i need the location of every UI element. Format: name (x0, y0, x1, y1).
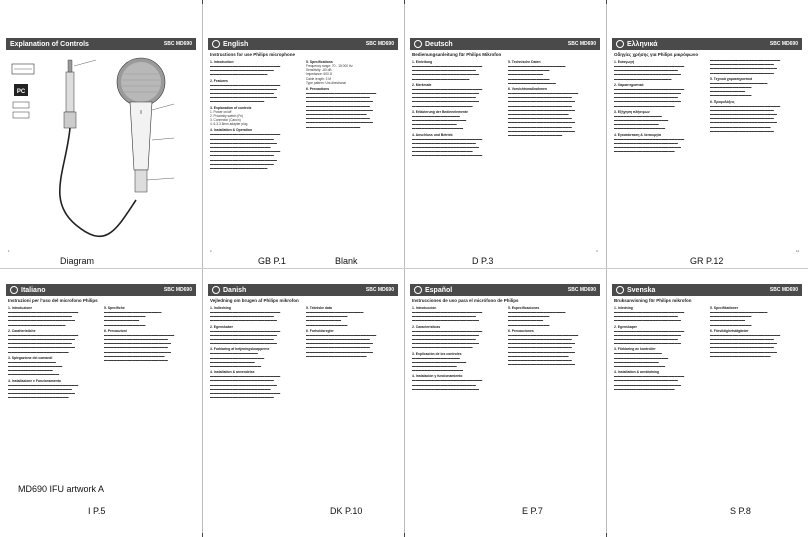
spec-item: Cable length: 3 M (306, 76, 331, 81)
language-badge-icon (616, 40, 624, 48)
body-text: ▬▬▬▬▬▬▬▬▬▬▬▬▬▬▬▬▬▬▬▬▬▬ ▬▬▬▬▬▬▬▬▬▬▬▬▬▬▬▬▬▬▬▬▬ ▬▬▬▬▬▬▬▬▬▬▬▬▬▬▬▬▬▬▬▬ ▬▬▬▬▬▬▬▬▬▬▬▬▬▬▬▬▬▬▬▬▬ (614, 328, 685, 346)
body-text: ▬▬▬▬▬▬▬▬▬▬▬▬▬▬▬▬▬▬▬▬▬▬ ▬▬▬▬▬▬▬▬▬▬▬▬▬▬▬▬▬▬▬▬ ▬▬▬▬▬▬▬▬▬▬▬▬▬▬▬▬▬▬▬▬▬ (412, 378, 483, 391)
spec-item: Frequency range: 70 - 15 000 Hz (306, 64, 353, 68)
microphone-diagram (6, 50, 196, 260)
panel-header (612, 38, 802, 50)
panel-subtitle: Οδηγίες χρήσης για Philips μικρόφωνο (614, 52, 699, 57)
section-heading: 1. Introduzione (8, 306, 33, 310)
section-heading: 4. Installazione e Funzionamento (8, 378, 61, 383)
panel-subtitle: Bedienungsanleitung für Philips Mikrofon (412, 52, 502, 57)
language-badge-icon (10, 286, 18, 294)
language-badge-icon (212, 286, 220, 294)
body-text: ▬▬▬▬▬▬▬▬▬▬▬▬▬▬▬▬▬▬▬▬▬▬ ▬▬▬▬▬▬▬▬▬▬▬▬▬▬▬▬▬▬▬▬ ▬▬▬▬▬▬▬▬▬▬▬▬▬▬▬▬▬▬▬▬▬ ▬▬▬▬▬▬▬▬▬▬▬▬▬▬▬▬▬▬▬▬ (710, 58, 781, 75)
spec-item: Sensitivity: -80 dB (306, 68, 332, 73)
panel-svenska (612, 284, 802, 391)
panel-greek (612, 38, 802, 153)
section-heading: 3. Erläuterung der Bedienelemente (412, 109, 468, 114)
body-text: ▬▬▬▬▬▬▬▬▬▬▬▬▬▬▬▬▬▬▬▬▬▬ ▬▬▬▬▬▬▬▬▬▬▬▬▬▬▬▬▬▬▬▬ ▬▬▬▬▬▬▬▬▬▬▬▬▬▬▬▬▬▬▬▬▬ ▬▬▬▬▬▬▬▬▬▬▬▬▬▬▬▬▬▬▬ (614, 374, 685, 391)
body-text: ▬▬▬▬▬▬▬▬▬▬▬▬▬▬▬▬▬▬ ▬▬▬▬▬▬▬▬▬▬▬▬▬ ▬▬▬▬▬▬▬▬▬▬▬ ▬▬▬▬▬▬▬▬▬▬▬▬▬ ▬▬▬▬▬▬▬▬▬▬▬▬▬▬▬ (508, 64, 566, 85)
crop-mark (202, 0, 203, 4)
section-heading: 4. Installation & Operation (210, 128, 253, 133)
panel-italiano (6, 284, 196, 399)
body-text: ▬▬▬▬▬▬▬▬▬▬▬▬▬▬▬▬▬▬▬▬▬▬ ▬▬▬▬▬▬▬▬▬▬▬▬▬▬▬▬▬▬▬▬ ▬▬▬▬▬▬▬▬▬▬▬▬▬▬▬▬▬▬▬▬▬ ▬▬▬▬▬▬▬▬▬▬▬▬▬▬▬▬▬▬▬▬ ▬▬▬▬▬▬▬▬▬▬▬▬▬▬▬▬▬▬▬▬▬ ▬▬▬▬▬▬▬▬▬▬▬▬▬▬▬▬▬▬▬ (710, 332, 781, 358)
section-heading: 2. Egenskaber (210, 324, 233, 329)
panel-header (208, 284, 398, 296)
body-text: ▬▬▬▬▬▬▬▬▬▬▬▬▬▬▬▬▬▬▬▬▬▬ ▬▬▬▬▬▬▬▬▬▬▬▬▬▬▬▬▬▬▬▬ ▬▬▬▬▬▬▬▬▬▬▬▬▬▬▬▬▬▬▬▬▬ ▬▬▬▬▬▬▬▬▬▬▬▬▬▬▬▬▬▬▬▬ ▬▬▬▬▬▬▬▬▬▬▬▬▬▬▬▬▬▬▬▬▬ ▬▬▬▬▬▬▬▬▬▬▬▬▬▬▬▬▬▬▬ ▬▬▬▬▬▬▬▬▬▬▬▬▬▬▬▬▬▬▬▬ ▬▬▬▬▬▬▬▬▬▬▬▬▬▬▬▬▬▬▬▬▬ (508, 332, 579, 367)
panel-footer-label: I P.5 (88, 506, 106, 516)
panel-header (6, 38, 196, 50)
document-title: MD690 IFU artwork A (18, 484, 105, 494)
model-code: SBC MD690 (365, 287, 394, 293)
model-code: SBC MD690 (365, 41, 394, 47)
panel-danish (208, 284, 398, 399)
body-text: ▬▬▬▬▬▬▬▬▬▬▬▬▬▬▬▬▬▬▬▬▬▬ ▬▬▬▬▬▬▬▬▬▬▬▬▬▬▬▬▬▬▬▬ ▬▬▬▬▬▬▬▬▬▬▬▬▬▬▬▬▬▬▬▬▬ ▬▬▬▬▬▬▬▬▬▬▬▬▬▬▬▬▬▬▬▬ ▬▬▬▬▬▬▬▬▬▬▬▬▬▬▬▬▬▬▬▬▬ ▬▬▬▬▬▬▬▬▬▬▬▬▬▬▬▬▬▬▬ ▬▬▬▬▬▬▬▬▬▬▬▬▬▬▬▬▬▬▬▬ (710, 103, 781, 133)
body-text: ▬▬▬▬▬▬▬▬▬▬▬▬▬▬▬ ▬▬▬▬▬▬▬▬▬▬▬▬▬▬▬▬▬ ▬▬▬▬▬▬▬▬▬▬▬▬▬▬ ▬▬▬▬▬▬▬▬▬▬▬▬▬▬▬▬ (412, 113, 467, 131)
panel-header (208, 38, 398, 50)
panel-subtitle: Instrucciones de uso para el micrófono de Philips (412, 298, 519, 303)
section-heading: 2. Egenskaper (614, 324, 637, 329)
panel-title: Svenska (627, 286, 656, 294)
section-heading: 3. Förklaring av kontroller (614, 347, 656, 352)
language-badge-icon (212, 40, 220, 48)
panel-title: Deutsch (425, 40, 453, 48)
panel-footer-label: DK P.10 (330, 506, 363, 516)
panel-header (410, 38, 600, 50)
section-heading: 4. Installation & anvendelse (210, 370, 255, 375)
device-icon (13, 112, 29, 118)
body-text: ▬▬▬▬▬▬▬▬▬▬▬▬▬▬▬▬▬▬▬▬▬▬ ▬▬▬▬▬▬▬▬▬▬▬▬▬▬▬▬▬▬▬▬ ▬▬▬▬▬▬▬▬▬▬▬▬▬▬▬▬▬▬▬▬▬ ▬▬▬▬▬▬▬▬▬▬▬▬▬▬▬▬▬▬▬ (8, 382, 79, 400)
svg-text:PC: PC (16, 89, 26, 95)
panel-title: Danish (223, 286, 247, 294)
model-code: SBC MD690 (567, 41, 596, 47)
section-heading: 3. Εξήγηση πλήκτρων (614, 109, 650, 114)
section-heading: 2. Features (210, 78, 228, 83)
body-text: ▬▬▬▬▬▬▬▬▬▬▬▬▬▬▬▬▬▬▬▬▬▬ ▬▬▬▬▬▬▬▬▬▬▬▬▬▬▬▬▬▬▬▬▬ ▬▬▬▬▬▬▬▬▬▬▬▬▬▬▬▬▬▬▬▬ ▬▬▬▬▬▬▬▬▬▬▬▬▬▬▬▬▬▬▬▬▬ ▬▬▬▬▬▬▬▬▬▬▬▬▬▬▬▬▬▬▬ (412, 328, 483, 350)
section-heading: 6. Vorsichtsmaßnahmen (508, 87, 547, 92)
section-heading: 3. Spiegazione dei comandi (8, 355, 53, 360)
blank-panel-label: Blank (335, 256, 358, 266)
panel-footer-label: D P.3 (472, 256, 494, 266)
page-number: 12 (796, 249, 800, 253)
body-text: ▬▬▬▬▬▬▬▬▬▬▬▬▬▬▬▬▬▬▬▬▬▬ ▬▬▬▬▬▬▬▬▬▬▬▬▬▬▬▬▬▬▬▬ ▬▬▬▬▬▬▬▬▬▬▬▬▬▬▬▬▬▬▬▬▬ ▬▬▬▬▬▬▬▬▬▬▬▬▬▬▬▬▬▬▬ ▬▬▬▬▬▬▬▬▬▬▬▬▬▬▬▬▬▬▬▬▬▬ ▬▬▬▬▬▬▬▬▬▬▬▬▬▬▬▬▬▬▬▬ (210, 374, 281, 400)
section-heading: 5. Specifications (306, 60, 333, 64)
connector-icon (135, 170, 147, 192)
section-heading: 6. Försiktighetsåtgärder (710, 328, 749, 333)
plug-icon (66, 72, 74, 112)
section-heading: 6. Precautions (306, 87, 330, 92)
crop-mark (202, 533, 203, 537)
panel-english (208, 38, 398, 170)
page-number: 2 (210, 249, 212, 253)
section-heading: 1. Introduction (210, 60, 234, 64)
body-text: ▬▬▬▬▬▬▬▬▬▬▬▬▬▬▬▬▬▬▬▬▬▬ ▬▬▬▬▬▬▬▬▬▬▬▬▬▬▬▬▬▬▬▬ ▬▬▬▬▬▬▬▬▬▬▬▬▬▬▬▬▬▬▬▬▬ (210, 310, 281, 323)
body-text: ▬▬▬▬▬▬▬▬▬▬▬▬▬▬▬▬▬▬▬▬▬▬ ▬▬▬▬▬▬▬▬▬▬▬▬▬▬▬▬▬▬▬▬▬ ▬▬▬▬▬▬▬▬▬▬▬▬▬▬▬▬▬▬▬▬ ▬▬▬▬▬▬▬▬▬▬▬▬▬▬▬▬▬▬▬▬▬ ▬▬▬▬▬▬▬▬▬▬▬▬▬▬▬▬▬ (210, 82, 281, 104)
section-heading: 3. Forklaring af betjeningsknapperne (210, 347, 270, 352)
section-heading: 1. Inledning (614, 306, 633, 310)
panel-header (410, 284, 600, 296)
controls-item: 4. 6.3-3.5mm adapter plug (210, 122, 248, 127)
body-text: ▬▬▬▬▬▬▬▬▬▬▬▬▬▬▬▬▬▬▬▬▬▬ ▬▬▬▬▬▬▬▬▬▬▬▬▬▬▬▬▬▬▬▬▬ ▬▬▬▬▬▬▬▬▬▬▬▬▬▬▬▬▬▬▬▬ ▬▬▬▬▬▬▬▬▬▬▬▬▬▬▬▬▬▬▬▬▬ ▬▬▬▬▬▬▬▬▬▬▬▬▬▬▬▬▬▬▬ (8, 332, 79, 354)
panel-title: Ελληνικά (627, 40, 658, 48)
section-heading: 1. Εισαγωγή (614, 60, 635, 64)
crop-mark (404, 0, 405, 4)
controls-item: 1. Power on/off (210, 109, 232, 114)
panel-espanol (410, 284, 600, 391)
model-code: SBC MD690 (567, 287, 596, 293)
body-text: ▬▬▬▬▬▬▬▬▬▬▬▬▬▬▬▬▬▬ ▬▬▬▬▬▬▬▬▬▬▬▬▬ ▬▬▬▬▬▬▬▬▬▬▬ ▬▬▬▬▬▬▬▬▬▬▬▬▬ (104, 310, 162, 327)
body-text: ▬▬▬▬▬▬▬▬▬▬▬▬▬▬▬ ▬▬▬▬▬▬▬▬▬▬▬▬▬▬▬▬▬ ▬▬▬▬▬▬▬▬▬▬▬▬▬▬ ▬▬▬▬▬▬▬▬▬▬▬▬▬▬▬▬ (412, 355, 467, 373)
body-text: ▬▬▬▬▬▬▬▬▬▬▬▬▬▬▬▬▬▬▬▬▬▬ ▬▬▬▬▬▬▬▬▬▬▬▬▬▬▬▬▬▬▬▬ ▬▬▬▬▬▬▬▬▬▬▬▬▬▬▬▬▬▬▬▬▬ ▬▬▬▬▬▬▬▬▬▬▬▬▬▬▬▬▬▬ (614, 64, 685, 81)
panel-title: Español (425, 286, 453, 294)
panel-title: English (223, 40, 249, 48)
model-code: SBC MD690 (769, 41, 798, 47)
body-text: ▬▬▬▬▬▬▬▬▬▬▬▬▬▬▬▬▬▬▬▬▬▬ ▬▬▬▬▬▬▬▬▬▬▬▬▬▬▬▬▬▬▬▬ ▬▬▬▬▬▬▬▬▬▬▬▬▬▬▬▬▬▬▬▬▬ ▬▬▬▬▬▬▬▬▬▬▬▬▬▬▬▬▬▬▬ ▬▬▬▬▬▬▬▬▬▬▬▬▬▬▬▬▬▬▬▬▬▬ ▬▬▬▬▬▬▬▬▬▬▬▬▬▬▬▬▬▬▬▬ ▬▬▬▬▬▬▬▬▬▬▬▬▬▬▬▬▬▬▬▬▬ ▬▬▬▬▬▬▬▬▬▬▬▬▬▬▬▬▬▬▬▬ ▬▬▬▬▬▬▬▬▬▬▬▬▬▬▬▬▬▬ (210, 132, 281, 171)
model-code: SBC MD690 (163, 287, 192, 293)
device-icon (13, 102, 29, 108)
panel-footer-label: GB P.1 (258, 256, 286, 266)
section-heading: 5. Especificaciones (508, 306, 540, 310)
section-heading: 6. Precauciones (508, 328, 534, 333)
body-text: ▬▬▬▬▬▬▬▬▬▬▬▬▬▬▬▬▬▬▬▬▬▬ ▬▬▬▬▬▬▬▬▬▬▬▬▬▬▬▬▬▬▬▬ ▬▬▬▬▬▬▬▬▬▬▬▬▬▬▬▬▬▬▬▬▬ ▬▬▬▬▬▬▬▬▬▬▬▬▬▬▬▬▬▬▬▬ ▬▬▬▬▬▬▬▬▬▬▬▬▬▬▬▬▬▬▬▬▬ ▬▬▬▬▬▬▬▬▬▬▬▬▬▬▬▬▬▬▬ ▬▬▬▬▬▬▬▬▬▬▬▬▬▬▬▬▬▬▬▬ ▬▬▬▬▬▬▬▬▬▬▬▬▬▬▬▬▬▬▬▬▬ ▬▬▬▬▬▬▬▬▬▬▬▬▬▬▬▬▬▬▬▬ ▬▬▬▬▬▬▬▬▬▬▬▬▬▬▬▬▬▬▬▬▬ ▬▬▬▬▬▬▬▬▬▬▬▬▬▬▬▬▬ (508, 91, 579, 138)
panel-title: Explanation of Controls (10, 40, 89, 48)
crop-mark (404, 533, 405, 537)
body-text: ▬▬▬▬▬▬▬▬▬▬▬▬▬▬▬▬▬▬ ▬▬▬▬▬▬▬▬▬▬▬▬▬ ▬▬▬▬▬▬▬▬▬▬▬ ▬▬▬▬▬▬▬▬▬▬▬▬▬ (508, 310, 566, 327)
section-heading: 5. Specifiche (104, 306, 125, 310)
body-text: ▬▬▬▬▬▬▬▬▬▬▬▬▬▬▬▬▬▬▬▬▬▬ ▬▬▬▬▬▬▬▬▬▬▬▬▬▬▬▬▬▬▬▬ ▬▬▬▬▬▬▬▬▬▬▬▬▬▬▬▬▬▬▬▬▬ (412, 310, 483, 323)
section-heading: 6. Precauzioni (104, 328, 127, 333)
section-heading: 4. Anschluss und Betrieb (412, 132, 453, 137)
crop-mark (606, 0, 607, 4)
cable (60, 128, 136, 236)
body-text: ▬▬▬▬▬▬▬▬▬▬▬▬▬▬▬▬▬▬▬▬▬▬ ▬▬▬▬▬▬▬▬▬▬▬▬▬▬▬▬▬▬▬▬ ▬▬▬▬▬▬▬▬▬▬▬▬▬▬▬▬▬▬ (210, 64, 281, 77)
body-text: ▬▬▬▬▬▬▬▬▬▬▬▬▬▬▬▬▬▬▬▬▬▬ ▬▬▬▬▬▬▬▬▬▬▬▬▬▬▬▬▬▬▬▬ ▬▬▬▬▬▬▬▬▬▬▬▬▬▬▬▬▬▬▬▬▬ ▬▬▬▬▬▬▬▬▬▬▬▬▬▬▬▬▬▬▬▬ ▬▬▬▬▬▬▬▬▬▬▬▬▬▬▬▬▬▬▬▬▬ ▬▬▬▬▬▬▬▬▬▬▬▬▬▬▬▬▬▬▬ ▬▬▬▬▬▬▬▬▬▬▬▬▬▬▬▬▬▬▬▬ ▬▬▬▬▬▬▬▬▬▬▬▬▬▬▬▬▬▬▬▬▬ ▬▬▬▬▬▬▬▬▬▬▬▬▬▬▬▬▬ (306, 91, 377, 129)
panel-footer-label: GR P.12 (690, 256, 724, 266)
section-heading: 5. Technische Daten (508, 60, 541, 64)
body-text: ▬▬▬▬▬▬▬▬▬▬▬▬▬▬▬▬▬▬ ▬▬▬▬▬▬▬▬▬▬▬▬▬ ▬▬▬▬▬▬▬▬▬▬▬ ▬▬▬▬▬▬▬▬▬▬▬▬▬ (710, 80, 768, 98)
section-heading: 3. Explanation of controls (210, 105, 252, 110)
fold-line-horizontal (0, 268, 808, 269)
spec-item: Type pattern: Uni-directional (306, 80, 346, 85)
body-text: ▬▬▬▬▬▬▬▬▬▬▬▬▬▬▬▬▬▬▬▬▬▬ ▬▬▬▬▬▬▬▬▬▬▬▬▬▬▬▬▬▬▬▬▬ ▬▬▬▬▬▬▬▬▬▬▬▬▬▬▬▬▬▬▬▬ ▬▬▬▬▬▬▬▬▬▬▬▬▬▬▬▬▬▬▬▬▬ ▬▬▬▬▬▬▬▬▬▬▬▬▬▬▬▬▬▬▬ (412, 86, 483, 108)
body-text: ▬▬▬▬▬▬▬▬▬▬▬▬▬▬▬▬▬▬▬▬▬▬ ▬▬▬▬▬▬▬▬▬▬▬▬▬▬▬▬▬▬▬▬ ▬▬▬▬▬▬▬▬▬▬▬▬▬▬▬▬▬▬▬▬▬ (614, 310, 685, 323)
panel-subtitle: Instruzioni per l'uso del microfono Philips (8, 298, 98, 303)
body-text: ▬▬▬▬▬▬▬▬▬▬▬▬▬▬▬ ▬▬▬▬▬▬▬▬▬▬▬▬▬▬▬▬▬ ▬▬▬▬▬▬▬▬▬▬▬▬▬▬ ▬▬▬▬▬▬▬▬▬▬▬▬▬▬▬▬ (8, 359, 63, 377)
section-heading: 1. Indledning (210, 306, 231, 310)
body-text: ▬▬▬▬▬▬▬▬▬▬▬▬▬▬▬ ▬▬▬▬▬▬▬▬▬▬▬▬▬▬▬▬▬ ▬▬▬▬▬▬▬▬▬▬▬▬▬▬ ▬▬▬▬▬▬▬▬▬▬▬▬▬▬▬▬ (614, 113, 669, 131)
spec-item: Impedance: 600 Ω (306, 72, 333, 77)
section-heading: 5. Tekniske data (306, 306, 332, 310)
controls-item: 3. Connector (Canon) (210, 118, 241, 123)
section-heading: 1. Einleitung (412, 60, 433, 64)
body-text: ▬▬▬▬▬▬▬▬▬▬▬▬▬▬▬▬▬▬▬▬▬▬ ▬▬▬▬▬▬▬▬▬▬▬▬▬▬▬▬▬▬▬▬ ▬▬▬▬▬▬▬▬▬▬▬▬▬▬▬▬▬▬▬▬▬ ▬▬▬▬▬▬▬▬▬▬▬▬▬▬▬▬▬▬ (8, 310, 79, 327)
panel-deutsch (410, 38, 600, 158)
section-heading: 1. Introducción (412, 306, 437, 310)
section-heading: 5. Specifikationer (710, 306, 739, 310)
panel-header (6, 284, 196, 296)
page-number: 3 (596, 249, 598, 253)
panel-footer-label: Diagram (60, 256, 95, 266)
crop-mark (606, 533, 607, 537)
section-heading: 2. Características (412, 324, 441, 329)
body-text: ▬▬▬▬▬▬▬▬▬▬▬▬▬▬▬ ▬▬▬▬▬▬▬▬▬▬▬▬▬▬▬▬▬ ▬▬▬▬▬▬▬▬▬▬▬▬▬▬ ▬▬▬▬▬▬▬▬▬▬▬▬▬▬▬▬ (614, 351, 669, 369)
section-heading: 2. Merkmale (412, 82, 432, 87)
panel-footer-label: S P.8 (730, 506, 751, 516)
section-heading: 6. Προφυλάξεις (710, 99, 735, 104)
language-badge-icon (616, 286, 624, 294)
panel-subtitle: Instructions for use Philips microphone (210, 52, 296, 57)
section-heading: 4. Installation & användning (614, 370, 660, 375)
panel-footer-label: E P.7 (522, 506, 543, 516)
panel-subtitle: Vejledning om brugen af Philips mikrofon (210, 298, 299, 303)
section-heading: 2. Caratteristiche (8, 328, 36, 333)
section-heading: 3. Explicación de los controles (412, 351, 462, 356)
body-text: ▬▬▬▬▬▬▬▬▬▬▬▬▬▬▬▬▬▬▬▬▬▬ ▬▬▬▬▬▬▬▬▬▬▬▬▬▬▬▬▬▬▬▬ ▬▬▬▬▬▬▬▬▬▬▬▬▬▬▬▬▬▬▬▬▬ ▬▬▬▬▬▬▬▬▬▬▬▬▬▬▬▬▬▬▬▬ ▬▬▬▬▬▬▬▬▬▬▬▬▬▬▬▬▬▬▬▬▬ ▬▬▬▬▬▬▬▬▬▬▬▬▬▬▬▬▬▬▬ (306, 332, 377, 358)
model-code: SBC MD690 (163, 41, 192, 47)
section-heading: 4. Instalación y funcionamiento (412, 374, 463, 379)
body-text: ▬▬▬▬▬▬▬▬▬▬▬▬▬▬▬▬▬▬▬▬▬▬ ▬▬▬▬▬▬▬▬▬▬▬▬▬▬▬▬▬▬▬▬ ▬▬▬▬▬▬▬▬▬▬▬▬▬▬▬▬▬▬▬▬▬ ▬▬▬▬▬▬▬▬▬▬▬▬▬▬▬▬▬▬ (412, 64, 483, 81)
body-text: ▬▬▬▬▬▬▬▬▬▬▬▬▬▬▬▬▬▬▬▬▬▬ ▬▬▬▬▬▬▬▬▬▬▬▬▬▬▬▬▬▬▬▬ ▬▬▬▬▬▬▬▬▬▬▬▬▬▬▬▬▬▬▬▬▬ ▬▬▬▬▬▬▬▬▬▬▬▬▬▬▬▬▬▬▬ (614, 136, 685, 154)
controls-item: 2. Proximity switch (Fn) (210, 113, 244, 118)
body-text: ▬▬▬▬▬▬▬▬▬▬▬▬▬▬▬▬▬▬▬▬▬▬ ▬▬▬▬▬▬▬▬▬▬▬▬▬▬▬▬▬▬▬▬▬ ▬▬▬▬▬▬▬▬▬▬▬▬▬▬▬▬▬▬▬▬ ▬▬▬▬▬▬▬▬▬▬▬▬▬▬▬▬▬▬▬▬▬ (210, 328, 281, 346)
panel-diagram (6, 38, 196, 265)
panel-title: Italiano (21, 286, 46, 294)
body-text: ▬▬▬▬▬▬▬▬▬▬▬▬▬▬▬▬▬▬▬▬▬▬ ▬▬▬▬▬▬▬▬▬▬▬▬▬▬▬▬▬▬▬▬ ▬▬▬▬▬▬▬▬▬▬▬▬▬▬▬▬▬▬▬▬▬ ▬▬▬▬▬▬▬▬▬▬▬▬▬▬▬▬▬▬▬▬ ▬▬▬▬▬▬▬▬▬▬▬▬▬▬▬▬▬▬▬▬▬ ▬▬▬▬▬▬▬▬▬▬▬▬▬▬▬▬▬▬▬ ▬▬▬▬▬▬▬▬▬▬▬▬▬▬▬▬▬▬▬▬ (104, 332, 175, 363)
body-text: ▬▬▬▬▬▬▬▬▬▬▬▬▬▬▬▬▬▬ ▬▬▬▬▬▬▬▬▬▬▬▬▬ ▬▬▬▬▬▬▬▬▬▬▬ ▬▬▬▬▬▬▬▬▬▬▬▬▬ (710, 310, 768, 327)
body-text: ▬▬▬▬▬▬▬▬▬▬▬▬▬▬▬▬▬▬ ▬▬▬▬▬▬▬▬▬▬▬▬▬ ▬▬▬▬▬▬▬▬▬▬▬ ▬▬▬▬▬▬▬▬▬▬▬▬▬ (306, 310, 364, 327)
language-badge-icon (414, 286, 422, 294)
panel-header (612, 284, 802, 296)
language-badge-icon (414, 40, 422, 48)
section-heading: 6. Forholdsregler (306, 328, 334, 333)
section-heading: 2. Χαρακτηριστικά (614, 82, 644, 87)
body-text: ▬▬▬▬▬▬▬▬▬▬▬▬▬▬▬▬▬▬▬▬▬▬ ▬▬▬▬▬▬▬▬▬▬▬▬▬▬▬▬▬▬▬▬ ▬▬▬▬▬▬▬▬▬▬▬▬▬▬▬▬▬▬▬▬▬ ▬▬▬▬▬▬▬▬▬▬▬▬▬▬▬▬▬▬▬ ▬▬▬▬▬▬▬▬▬▬▬▬▬▬▬▬▬▬▬▬▬▬ (412, 136, 483, 158)
page-number: 1 (8, 249, 10, 253)
model-code: SBC MD690 (769, 287, 798, 293)
section-heading: 5. Τεχνικά χαρακτηριστικά (710, 76, 753, 81)
body-text: ▬▬▬▬▬▬▬▬▬▬▬▬▬▬▬ ▬▬▬▬▬▬▬▬▬▬▬▬▬▬▬▬▬ ▬▬▬▬▬▬▬▬▬▬▬▬▬▬ ▬▬▬▬▬▬▬▬▬▬▬▬▬▬▬▬ (210, 351, 265, 369)
section-heading: 4. Εγκατάσταση & Λειτουργία (614, 132, 661, 137)
panel-subtitle: Bruksanvisning för Philips mikrofon (614, 298, 692, 303)
body-text: ▬▬▬▬▬▬▬▬▬▬▬▬▬▬▬▬▬▬▬▬▬▬ ▬▬▬▬▬▬▬▬▬▬▬▬▬▬▬▬▬▬▬▬▬ ▬▬▬▬▬▬▬▬▬▬▬▬▬▬▬▬▬▬▬▬ ▬▬▬▬▬▬▬▬▬▬▬▬▬▬▬▬▬▬▬▬▬ ▬▬▬▬▬▬▬▬▬▬▬▬▬▬▬▬▬▬▬ (614, 86, 685, 108)
